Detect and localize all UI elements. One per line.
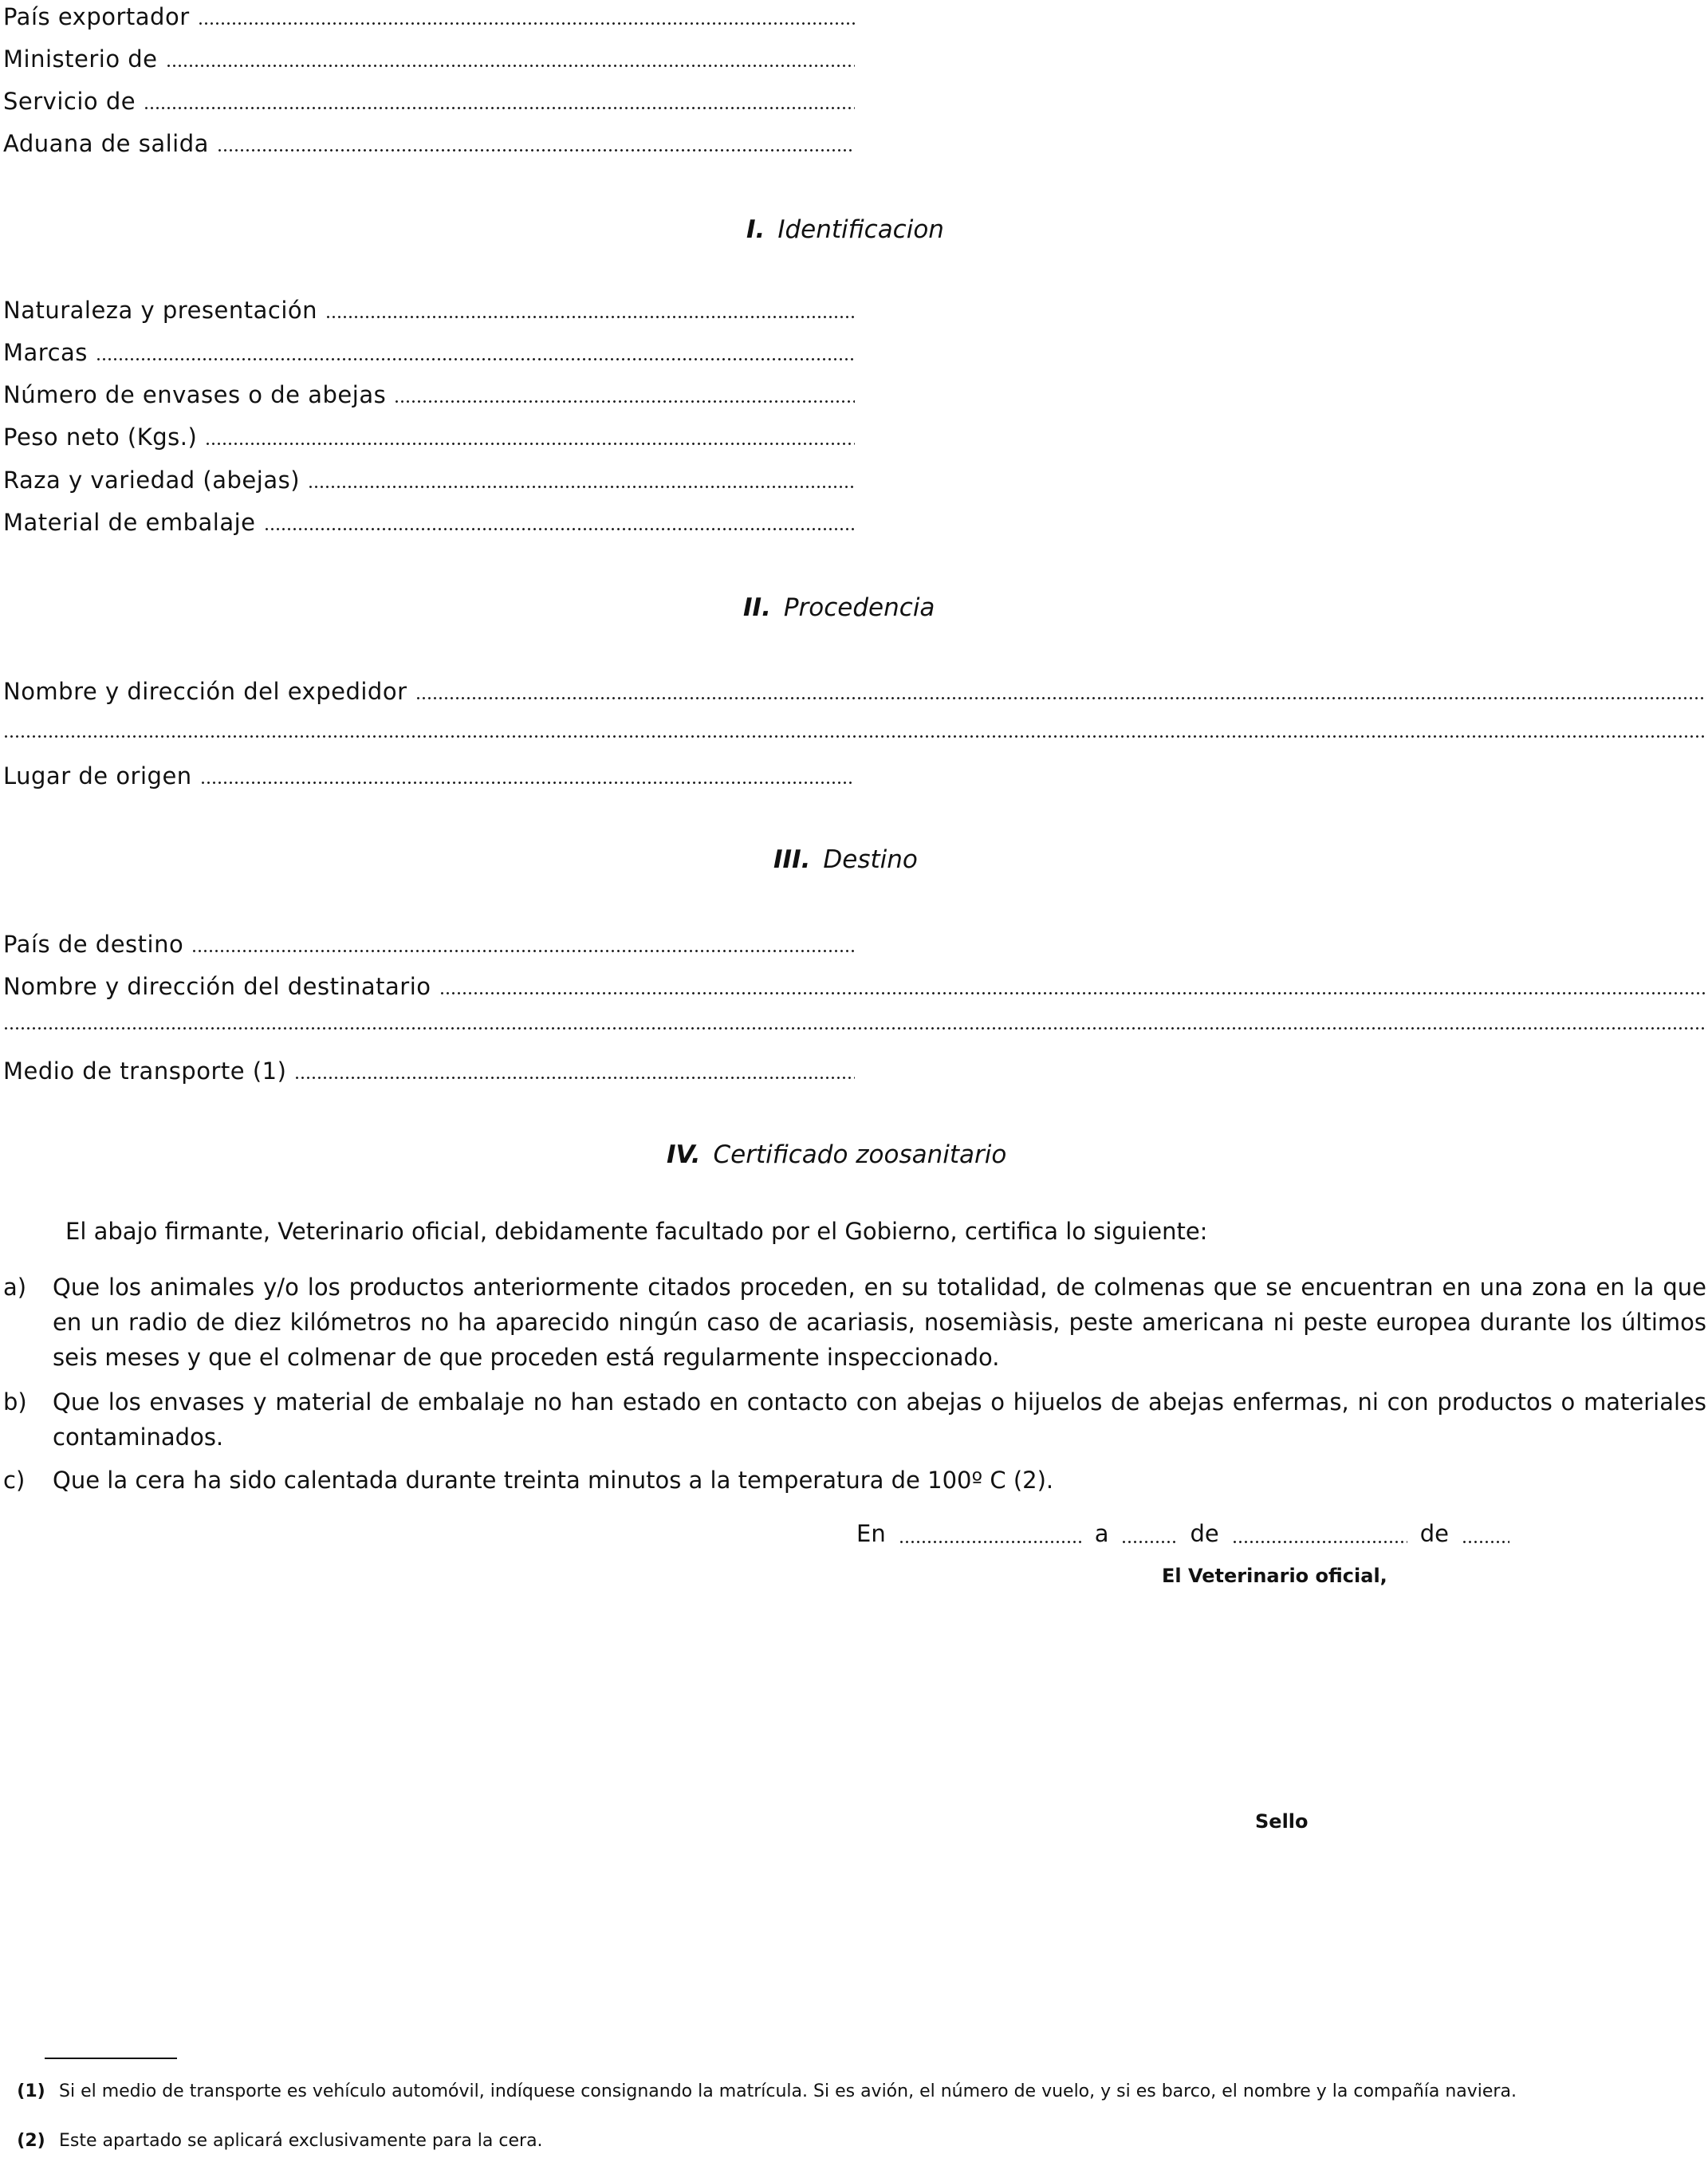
dotted-leader [96, 358, 855, 360]
field-label: Raza y variedad (abejas) [3, 467, 301, 494]
footnote-mark: (1) [17, 2081, 45, 2101]
section-heading-certificado [667, 1140, 1006, 1169]
dotted-leader [308, 486, 855, 488]
section-heading-destino [773, 845, 918, 874]
field-raza [3, 457, 855, 492]
dotted-month [1232, 1541, 1407, 1543]
signature-date-line [856, 1520, 1509, 1547]
section-number: I. [746, 215, 765, 244]
dotted-leader [394, 400, 855, 403]
dotted-year [1462, 1541, 1509, 1543]
veterinario-label: El Veterinario oficial, [1162, 1565, 1387, 1587]
field-naturaleza [3, 287, 855, 322]
field-label: Aduana de salida [3, 130, 209, 157]
dotted-leader [439, 992, 1706, 994]
certificate-item-b [3, 1384, 1706, 1455]
field-pais-exportador [3, 0, 855, 29]
field-peso-neto [3, 414, 855, 449]
field-lugar-origen [3, 753, 855, 788]
footnote-rule [45, 2058, 177, 2059]
field-label: Peso neto (Kgs.) [3, 423, 198, 451]
dotted-day [1121, 1541, 1177, 1543]
section-title: Destino [823, 845, 918, 874]
field-label: Medio de transporte (1) [3, 1057, 287, 1085]
dotted-leader [264, 528, 856, 530]
dotted-leader [325, 316, 855, 318]
section-title: Identificacion [777, 215, 944, 244]
item-mark: b) [3, 1388, 27, 1416]
field-label: Material de embalaje [3, 509, 256, 536]
field-marcas [3, 329, 855, 364]
field-label: Marcas [3, 339, 88, 366]
dotted-leader [166, 65, 855, 67]
dotted-leader [205, 443, 855, 445]
field-destinatario [3, 963, 1706, 998]
date-a: a [1094, 1520, 1109, 1547]
item-mark: c) [3, 1467, 26, 1494]
dotted-continuation-line [3, 1027, 1706, 1030]
field-label: Naturaleza y presentación [3, 297, 318, 324]
certificate-item-a [3, 1270, 1706, 1375]
dotted-continuation-line [3, 735, 1706, 738]
field-ministerio [3, 36, 855, 71]
item-text: Que los envases y material de embalaje no han estado en contacto con abejas o hijuelos de abejas enfermas, ni con productos o materiales contaminados. [53, 1388, 1706, 1451]
field-servicio [3, 78, 855, 113]
section-title: Certificado zoosanitario [713, 1140, 1007, 1169]
field-numero-envases [3, 372, 855, 407]
date-de-1: de [1190, 1520, 1219, 1547]
field-label: Servicio de [3, 88, 136, 115]
field-label: Nombre y dirección del destinatario [3, 973, 431, 1000]
item-text: Que los animales y/o los productos anteriormente citados proceden, en su totalidad, de colmenas que se encuentran en una zona en la que en un radio de diez kilómetros no ha aparecido ningún caso de acariasis, nosemiàsis, peste americana ni peste europea durante los últimos seis meses y que el colmenar de que proceden está regularmente inspeccionado. [53, 1274, 1706, 1371]
field-label: País de destino [3, 931, 184, 958]
footnote-text: Si el medio de transporte es vehículo automóvil, indíquese consignando la matrícula. Si es avión, el número de vuelo, y si es barco, el nombre y la compañía naviera. [59, 2081, 1517, 2101]
field-label: País exportador [3, 3, 190, 30]
field-expedidor [3, 668, 1706, 703]
dotted-leader [144, 107, 855, 109]
dotted-leader [200, 782, 855, 784]
section-number: II. [743, 593, 771, 622]
sello-label: Sello [1255, 1810, 1309, 1833]
item-mark: a) [3, 1274, 27, 1301]
dotted-leader [415, 697, 1706, 699]
field-label: Ministerio de [3, 45, 158, 73]
date-de-2: de [1419, 1520, 1449, 1547]
dotted-leader [191, 950, 855, 952]
field-label: Número de envases o de abejas [3, 381, 387, 408]
section-heading-procedencia [743, 593, 935, 622]
footnote-text: Este apartado se aplicará exclusivamente para la cera. [59, 2131, 543, 2151]
field-medio-transporte [3, 1048, 855, 1083]
field-material-embalaje [3, 499, 855, 534]
footnote-mark: (2) [17, 2131, 45, 2151]
certificate-item-c [3, 1463, 1706, 1498]
footnote-2 [3, 2129, 1706, 2153]
dotted-place [899, 1541, 1082, 1543]
date-en: En [856, 1520, 886, 1547]
field-aduana [3, 120, 855, 156]
section-heading-identificacion [746, 215, 944, 244]
dotted-leader [198, 22, 855, 25]
section-number: IV. [667, 1140, 701, 1169]
section-number: III. [773, 845, 811, 874]
dotted-leader [294, 1077, 855, 1079]
dotted-leader [217, 149, 855, 152]
field-label: Lugar de origen [3, 762, 192, 790]
item-text: Que la cera ha sido calentada durante treinta minutos a la temperatura de 100º C (2). [53, 1467, 1054, 1494]
section-title: Procedencia [783, 593, 935, 622]
footnote-1 [3, 2080, 1706, 2104]
certificate-intro: El abajo firmante, Veterinario oficial, debidamente facultado por el Gobierno, certifica lo siguiente: [65, 1218, 1208, 1245]
field-label: Nombre y dirección del expedidor [3, 678, 407, 705]
field-pais-destino [3, 921, 855, 956]
